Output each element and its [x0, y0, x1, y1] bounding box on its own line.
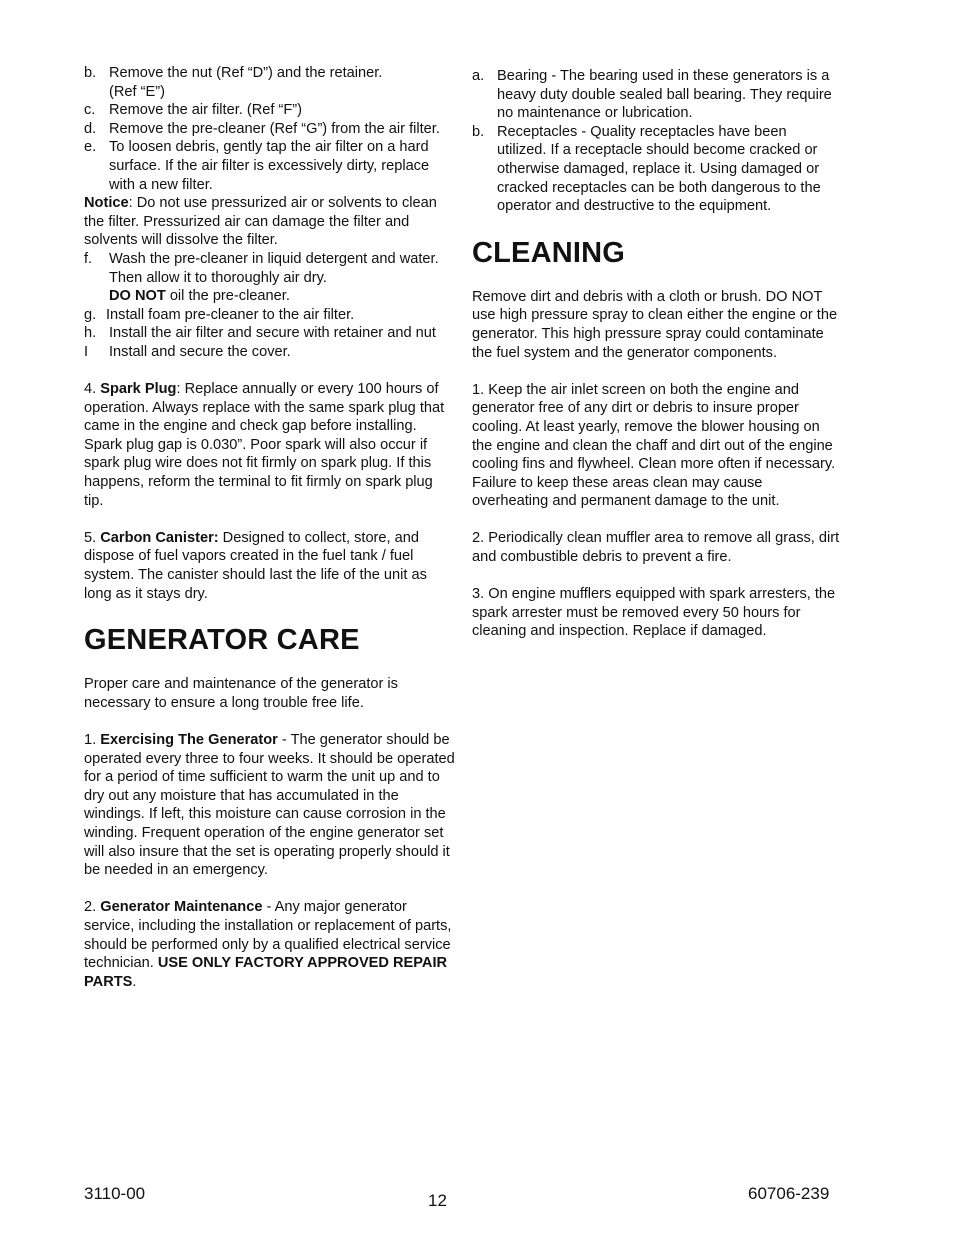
- cleaning-intro: Remove dirt and debris with a cloth or brush. DO NOT use high pressure spray to clean either the engine or the generator. This high pressure spray could contaminate the fuel system and the generator components.: [472, 288, 838, 361]
- spark-plug-paragraph: 4. Spark Plug: Replace annually or every 100 hours of operation. Always replace with the same spark plug that came in the engine and check gap before installing. Spark plug gap is 0.030”. Poor spark will also occur if spark plug wire does not fit firmly on spark plug. If this happens, reform the terminal to fit firmly on spark plug tip.: [84, 381, 445, 509]
- step-i: I Install and secure the cover.: [84, 343, 291, 360]
- cleaning-step-3: 3. On engine mufflers equipped with spark arresters, the spark arrester must be removed every 50 hours for cleaning and inspection. Replace if damaged.: [472, 586, 836, 640]
- maintenance-paragraph: 2. Generator Maintenance - Any major generator service, including the installation or replacement of parts, should be performed only by a qualified electrical service technician. USE ONLY FACTORY APPROVED REPAIR PARTS.: [84, 899, 452, 990]
- step-b: b. Remove the nut (Ref “D”) and the retainer. (Ref “E”): [84, 65, 383, 100]
- cleaning-heading: CLEANING: [472, 236, 626, 269]
- generator-care-heading: GENERATOR CARE: [84, 624, 360, 657]
- notice: Notice: Do not use pressurized air or solvents to clean the filter. Pressurized air can damage the filter and solvents will dissolve the filter.: [84, 195, 437, 249]
- page-number: 12: [428, 1191, 447, 1210]
- exercising-paragraph: 1. Exercising The Generator - The generator should be operated every three to four weeks. It should be operated for a period of time sufficient to warm the unit up and to dry out any moisture that has accumulated in the windings. If left, this moisture can cause corrosion in the winding. Frequent operation of the engine generator set will also insure that the set is operating properly should it be needed in an emergency.: [84, 732, 455, 879]
- step-f: f. Wash the pre-cleaner in liquid detergent and water. Then allow it to thoroughly air dry. DO NOT oil the pre-cleaner.: [84, 250, 439, 305]
- step-d: d. Remove the pre-cleaner (Ref “G”) from the air filter.: [84, 120, 440, 137]
- cleaning-step-2: 2. Periodically clean muffler area to remove all grass, dirt and combustible debris to prevent a fire.: [472, 530, 840, 566]
- cleaning-step-1: 1. Keep the air inlet screen on both the engine and generator free of any dirt or debris to insure proper cooling. At least yearly, remove the blower housing on the engine and clean the chaff and dirt out of the engine cooling fins and flywheel. Clean more often if necessary. Failure to keep these areas clean may cause overheating and permanent damage to the unit.: [472, 381, 836, 510]
- carbon-canister-paragraph: 5. Carbon Canister: Designed to collect, store, and dispose of fuel vapors created in the fuel tank / fuel system. The canister should last the life of the unit as long as it stays dry.: [84, 529, 427, 602]
- step-c: c. Remove the air filter. (Ref “F”): [84, 102, 303, 119]
- bearing-item: a. Bearing - The bearing used in these generators is a heavy duty double sealed ball bearing. They require no maintenance or lubrication.: [472, 68, 832, 122]
- left-column: [84, 64, 456, 991]
- receptacles-item: b. Receptacles - Quality receptacles have been utilized. If a receptacle should become cracked or otherwise damaged, replace it. Using damaged or cracked receptacles can be both dangerous to the operator and destructive to the equipment.: [472, 123, 821, 215]
- footer-part-number: 60706-239: [748, 1184, 830, 1203]
- generator-intro: Proper care and maintenance of the generator is necessary to ensure a long trouble free life.: [84, 676, 398, 711]
- right-column: [472, 67, 840, 641]
- footer-doc-number: 3110-00: [84, 1184, 146, 1203]
- step-e: e. To loosen debris, gently tap the air filter on a hard surface. If the air filter is excessively dirty, replace with a new filter.: [84, 139, 430, 193]
- step-h: h. Install the air filter and secure with retainer and nut: [84, 325, 436, 342]
- step-g: g. Install foam pre-cleaner to the air filter.: [84, 306, 355, 323]
